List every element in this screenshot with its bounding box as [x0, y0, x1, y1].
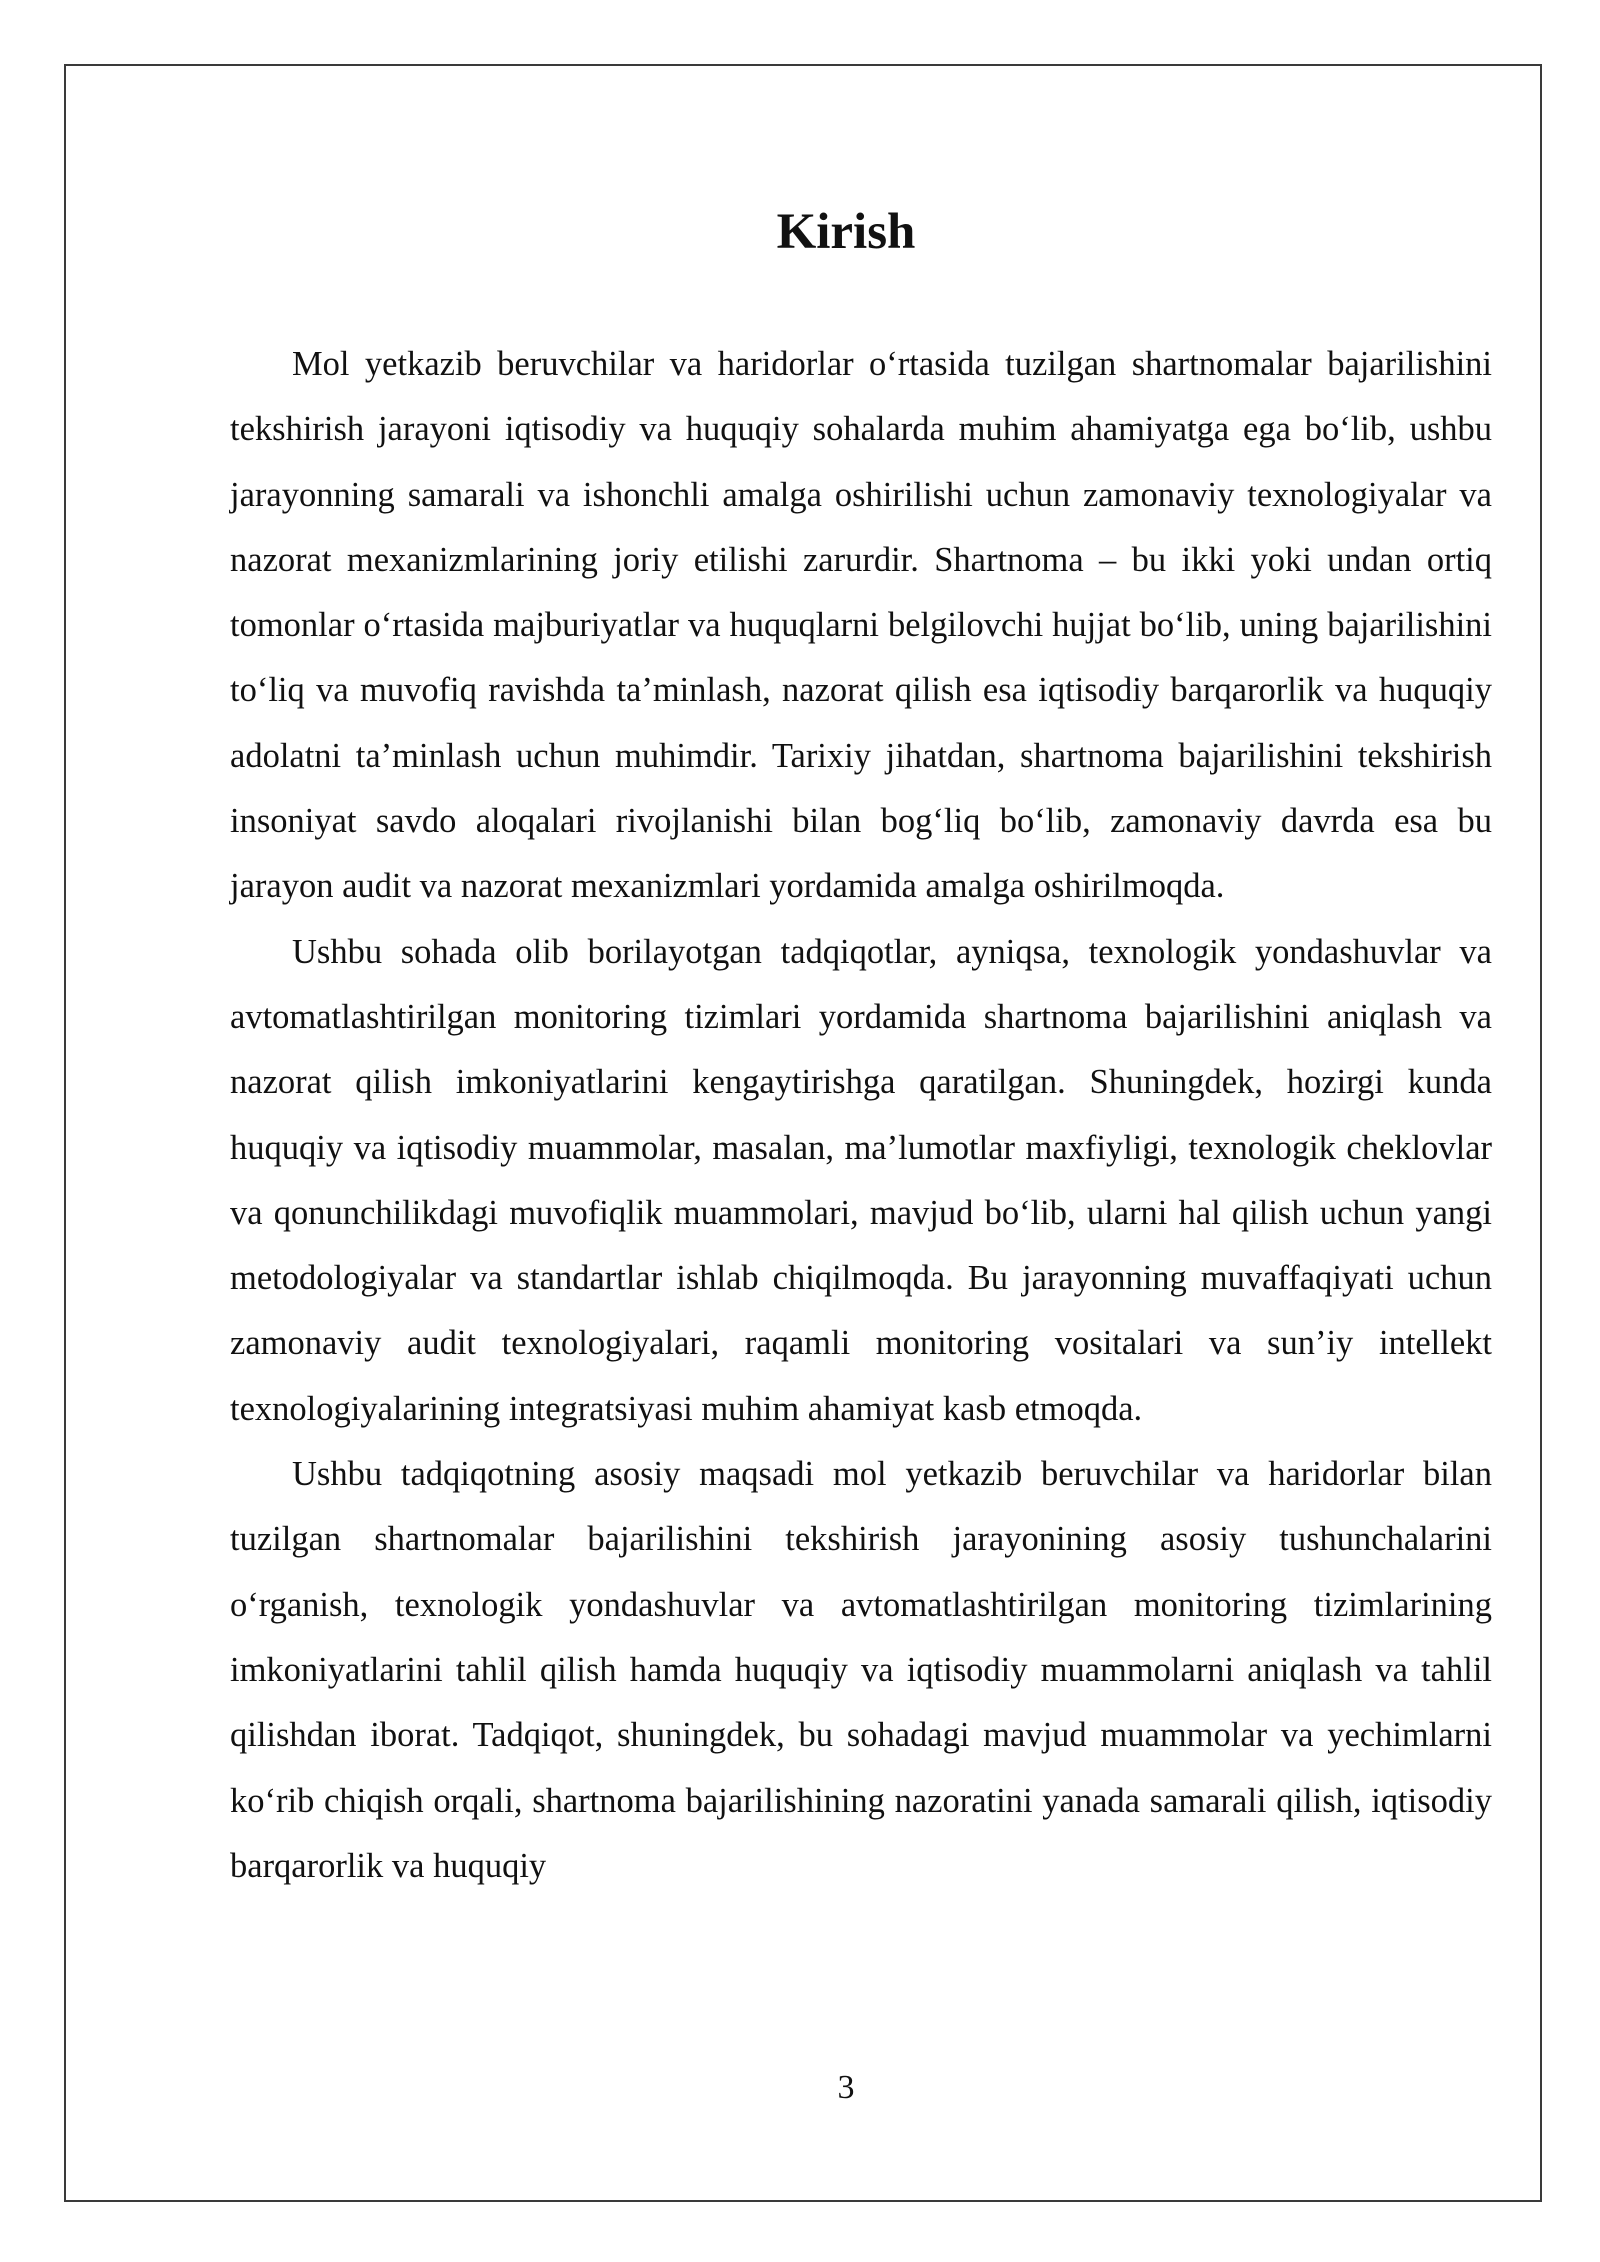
paragraph-3: Ushbu tadqiqotning asosiy maqsadi mol yetkazib beruvchilar va haridorlar bilan tuzilgan shartnomalar bajarilishini tekshirish jarayonining asosiy tushunchalarini o‘rganish, texnologik yondashuvlar va avtomatlashtirilgan monitoring tizimlarining imkoniyatlarini tahlil qilish hamda huquqiy va iqtisodiy muammolarni aniqlash va tahlil qilishdan iborat. Tadqiqot, shuningdek, bu sohadagi mavjud muammolar va yechimlarni ko‘rib chiqish orqali, shartnoma bajarilishining nazoratini yanada samarali qilish, iqtisodiy barqarorlik va huquqiy: [230, 1455, 1492, 1885]
document-body: [230, 332, 1492, 1899]
page-title: Kirish: [776, 204, 916, 260]
paragraph-1: Mol yetkazib beruvchilar va haridorlar o‘rtasida tuzilgan shartnomalar bajarilishini tekshirish jarayoni iqtisodiy va huquqiy sohalarda muhim ahamiyatga ega bo‘lib, ushbu jarayonning samarali va ishonchli amalga oshirilishi uchun zamonaviy texnologiyalar va nazorat mexanizmlarining joriy etilishi zarurdir. Shartnoma – bu ikki yoki undan ortiq tomonlar o‘rtasida majburiyatlar va huquqlarni belgilovchi hujjat bo‘lib, uning bajarilishini to‘liq va muvofiq ravishda ta’minlash, nazorat qilish esa iqtisodiy barqarorlik va huquqiy adolatni ta’minlash uchun muhimdir. Tarixiy jihatdan, shartnoma bajarilishini tekshirish insoniyat savdo aloqalari rivojlanishi bilan bog‘liq bo‘lib, zamonaviy davrda esa bu jarayon audit va nazorat mexanizmlari yordamida amalga oshirilmoqda.: [230, 345, 1492, 906]
page-number: 3: [837, 2069, 855, 2106]
paragraph-2: Ushbu sohada olib borilayotgan tadqiqotlar, ayniqsa, texnologik yondashuvlar va avtomatlashtirilgan monitoring tizimlari yordamida shartnoma bajarilishini aniqlash va nazorat qilish imkoniyatlarini kengaytirishga qaratilgan. Shuningdek, hozirgi kunda huquqiy va iqtisodiy muammolar, masalan, ma’lumotlar maxfiyligi, texnologik cheklovlar va qonunchilikdagi muvofiqlik muammolari, mavjud bo‘lib, ularni hal qilish uchun yangi metodologiyalar va standartlar ishlab chiqilmoqda. Bu jarayonning muvaffaqiyati uchun zamonaviy audit texnologiyalari, raqamli monitoring vositalari va sun’iy intellekt texnologiyalarining integratsiyasi muhim ahamiyat kasb etmoqda.: [230, 932, 1492, 1428]
